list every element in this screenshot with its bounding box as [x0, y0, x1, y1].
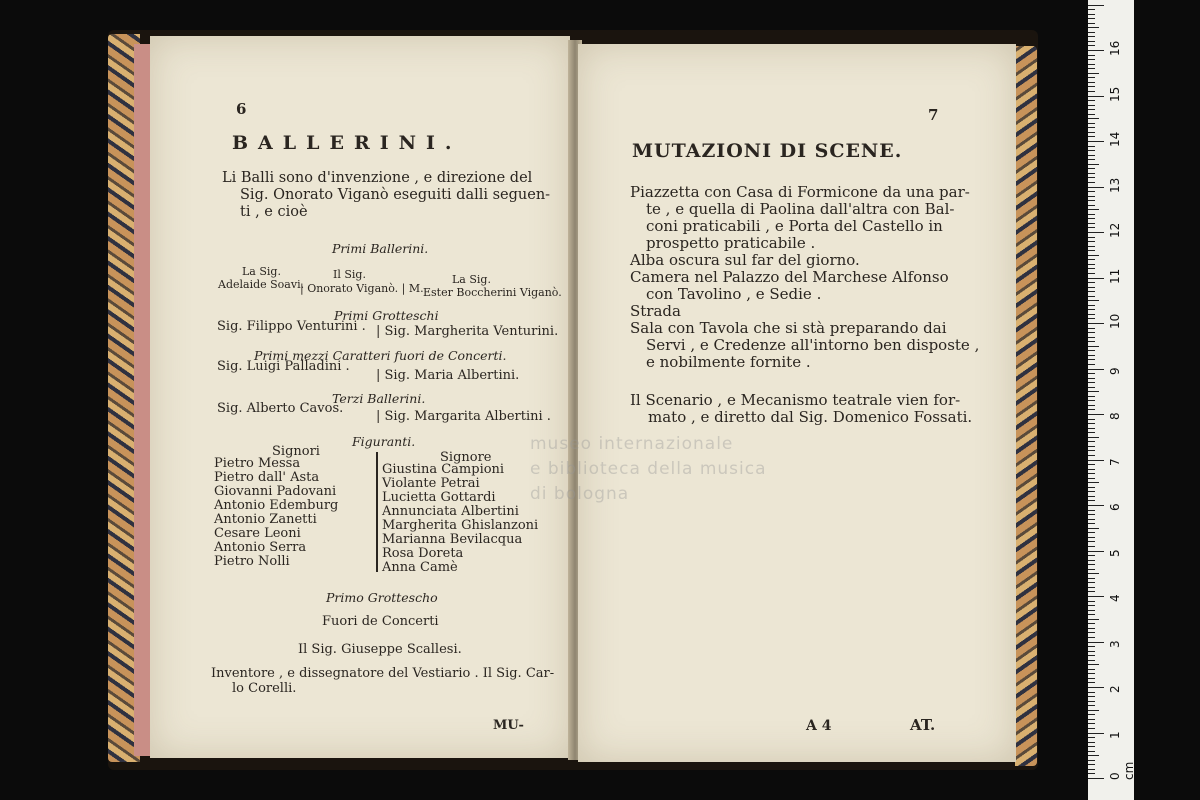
catchword-right: AT.	[910, 716, 936, 734]
ruler-tick	[1088, 23, 1095, 24]
ruler-tick	[1088, 469, 1095, 470]
ruler-number: 4	[1108, 594, 1122, 602]
ruler-tick	[1088, 541, 1095, 542]
ruler-tick	[1088, 123, 1095, 124]
ruler-tick	[1088, 551, 1104, 552]
ruler-tick	[1088, 359, 1095, 360]
scene-line-3: coni praticabili , e Porta del Castello in	[646, 217, 943, 235]
ruler-tick	[1088, 14, 1095, 15]
ruler-tick	[1088, 250, 1095, 251]
ruler-tick	[1088, 601, 1095, 602]
ruler-tick	[1088, 105, 1095, 106]
ruler-tick	[1088, 346, 1099, 347]
ruler-tick	[1088, 746, 1095, 747]
ruler-tick	[1088, 560, 1095, 561]
ruler-tick	[1088, 364, 1095, 365]
ruler-tick	[1088, 546, 1095, 547]
ruler-tick	[1088, 728, 1095, 729]
ruler-tick	[1088, 391, 1099, 392]
ruler-tick	[1088, 159, 1095, 160]
ruler-tick	[1088, 710, 1099, 711]
ruler-tick	[1088, 764, 1095, 765]
ruler-tick	[1088, 164, 1099, 165]
scene-line-11: e nobilmente fornite .	[646, 353, 811, 371]
ruler-tick	[1088, 36, 1095, 37]
ruler-tick	[1088, 646, 1095, 647]
ruler-tick	[1088, 432, 1095, 433]
signora-7: Rosa Doreta	[382, 546, 464, 561]
ruler-tick	[1088, 255, 1099, 256]
watermark-line-2: e biblioteca della musica	[530, 459, 767, 479]
ruler-tick	[1088, 141, 1104, 142]
ruler-tick	[1088, 264, 1095, 265]
ruler-tick	[1088, 350, 1095, 351]
ruler-tick	[1088, 282, 1095, 283]
ruler-tick	[1088, 455, 1095, 456]
ruler-tick	[1088, 537, 1095, 538]
terzi-left: Sig. Alberto Cavos.	[217, 401, 344, 416]
page-number-left: 6	[236, 100, 247, 118]
ruler-tick	[1088, 27, 1099, 28]
ruler-tick	[1088, 9, 1095, 10]
ruler-tick	[1088, 118, 1099, 119]
ruler-tick	[1088, 769, 1095, 770]
ruler-tick	[1088, 405, 1095, 406]
mezzi-caratteri-right: | Sig. Maria Albertini.	[376, 368, 520, 383]
section-title-terzi: Terzi Ballerini.	[332, 391, 426, 406]
ruler-tick	[1088, 419, 1095, 420]
signore-maschio-7: Antonio Serra	[214, 540, 307, 555]
ruler-tick	[1088, 437, 1099, 438]
ruler-tick	[1088, 355, 1095, 356]
section-title-mezzi-caratteri: Primi mezzi Caratteri fuori de Concerti.	[254, 348, 507, 363]
ruler-tick	[1088, 523, 1095, 524]
ruler-tick	[1088, 318, 1095, 319]
signore-maschio-3: Giovanni Padovani	[214, 484, 337, 499]
ruler-number: 2	[1108, 685, 1122, 693]
scene-line-5: Alba oscura sul far del giorno.	[630, 251, 860, 269]
ruler-tick	[1088, 196, 1095, 197]
ruler-tick	[1088, 45, 1095, 46]
ruler-tick	[1088, 773, 1095, 774]
ruler-tick	[1088, 682, 1095, 683]
ruler-tick	[1088, 323, 1104, 324]
ruler-tick	[1088, 564, 1095, 565]
ruler-tick	[1088, 637, 1095, 638]
ruler-tick	[1088, 414, 1104, 415]
ruler-tick	[1088, 296, 1095, 297]
ruler-tick	[1088, 136, 1095, 137]
ruler-tick	[1088, 205, 1095, 206]
ruler-tick	[1088, 378, 1095, 379]
ruler-tick	[1088, 510, 1095, 511]
ruler-tick	[1088, 18, 1095, 19]
ruler-tick	[1088, 619, 1099, 620]
signore-maschio-4: Antonio Edemburg	[214, 498, 339, 513]
ruler-number: 16	[1108, 40, 1122, 56]
ruler-tick	[1088, 127, 1095, 128]
ruler-tick	[1088, 223, 1095, 224]
ruler-tick	[1088, 341, 1095, 342]
ruler-tick	[1088, 146, 1095, 147]
ruler-tick	[1088, 428, 1095, 429]
signora-2: Violante Petrai	[382, 476, 480, 491]
ruler-tick	[1088, 273, 1095, 274]
ruler-number: 6	[1108, 503, 1122, 511]
ruler-tick	[1088, 382, 1095, 383]
scene-line-10: Servi , e Credenze all'intorno ben disposte ,	[646, 336, 980, 354]
signore-maschio-6: Cesare Leoni	[214, 526, 301, 541]
ruler-tick	[1088, 109, 1095, 110]
ruler-tick	[1088, 209, 1099, 210]
signore-maschio-2: Pietro dall' Asta	[214, 470, 320, 485]
ruler-tick	[1088, 655, 1095, 656]
watermark-line-1: museo internazionale	[530, 434, 734, 454]
signore-maschio-5: Antonio Zanetti	[214, 512, 317, 527]
ballerino-3-label: La Sig.	[452, 273, 491, 286]
ruler-tick	[1088, 478, 1095, 479]
credit-line-2: mato , e diretto dal Sig. Domenico Fossati.	[648, 408, 973, 426]
ruler-tick	[1088, 191, 1095, 192]
ruler-tick	[1088, 50, 1104, 51]
ruler-number: 14	[1108, 131, 1122, 147]
ruler-tick	[1088, 705, 1095, 706]
ruler-tick	[1088, 692, 1095, 693]
ruler-tick	[1088, 673, 1095, 674]
terzi-right: | Sig. Margarita Albertini .	[376, 409, 551, 424]
ruler-tick	[1088, 300, 1099, 301]
ruler-number: 13	[1108, 177, 1122, 193]
signora-6: Marianna Bevilacqua	[382, 532, 523, 547]
ruler-tick	[1088, 400, 1095, 401]
ruler-tick	[1088, 441, 1095, 442]
section-title-primo-grottesco: Primo Grottescho	[326, 590, 438, 605]
signature-mark: A 4	[806, 718, 832, 734]
ruler-tick	[1088, 387, 1095, 388]
ruler-tick	[1088, 687, 1104, 688]
ruler-tick	[1088, 77, 1095, 78]
ruler-tick	[1088, 227, 1095, 228]
ruler-tick	[1088, 328, 1095, 329]
ruler-tick	[1088, 678, 1095, 679]
ruler-tick	[1088, 519, 1095, 520]
intro-line-3: ti , e cioè	[240, 204, 308, 220]
section-title-primi-ballerini: Primi Ballerini.	[332, 241, 429, 256]
ruler-tick	[1088, 473, 1095, 474]
fuori-de-concerti: Fuori de Concerti	[322, 614, 439, 629]
watermark-line-3: di bologna	[530, 484, 630, 504]
ruler-tick	[1088, 214, 1095, 215]
ruler-tick	[1088, 723, 1095, 724]
signore-label: Signore	[440, 450, 492, 465]
ruler-number: 11	[1108, 268, 1122, 284]
ruler-tick	[1088, 278, 1104, 279]
scene-line-9: Sala con Tavola che si stà preparando dai	[630, 319, 947, 337]
ruler-tick	[1088, 719, 1095, 720]
ruler-tick	[1088, 150, 1095, 151]
ruler-tick	[1088, 751, 1095, 752]
ruler-tick	[1088, 187, 1104, 188]
ruler-tick	[1088, 464, 1095, 465]
ruler-tick	[1088, 605, 1095, 606]
ruler-tick	[1088, 32, 1095, 33]
scene-line-8: Strada	[630, 302, 681, 320]
vestiario-line-2: lo Corelli.	[232, 681, 297, 696]
ballerino-3-name: Ester Boccherini Viganò.	[423, 286, 562, 299]
ruler-tick	[1088, 96, 1104, 97]
grottesco-left: Sig. Filippo Venturini .	[217, 319, 366, 334]
page-number-right: 7	[928, 106, 939, 124]
ruler-tick	[1088, 755, 1099, 756]
page-heading-left: BALLERINI.	[232, 132, 462, 154]
ruler-tick	[1088, 573, 1099, 574]
ruler-number: 8	[1108, 412, 1122, 420]
ruler-tick	[1088, 587, 1095, 588]
ruler-tick	[1088, 237, 1095, 238]
scene-line-7: con Tavolino , e Sedie .	[646, 285, 822, 303]
ruler-tick	[1088, 737, 1095, 738]
ruler-tick	[1088, 396, 1095, 397]
ruler-tick	[1088, 514, 1095, 515]
grottesco-name: Il Sig. Giuseppe Scallesi.	[298, 642, 462, 657]
ruler-tick	[1088, 259, 1095, 260]
ruler-number: 15	[1108, 86, 1122, 102]
grottesco-right: | Sig. Margherita Venturini.	[376, 324, 559, 339]
ballerino-2-name: | Onorato Viganò. | M.	[300, 282, 424, 295]
ruler-tick	[1088, 287, 1095, 288]
ruler-tick	[1088, 246, 1095, 247]
ruler-tick	[1088, 714, 1095, 715]
ruler-number: 12	[1108, 222, 1122, 238]
ruler-tick	[1088, 610, 1095, 611]
ruler-tick	[1088, 409, 1095, 410]
ruler-tick	[1088, 628, 1095, 629]
ruler-tick	[1088, 423, 1095, 424]
ruler-tick	[1088, 373, 1095, 374]
ruler-number: 9	[1108, 366, 1122, 375]
ruler-tick	[1088, 177, 1095, 178]
ruler-tick	[1088, 268, 1095, 269]
ruler-tick	[1088, 500, 1095, 501]
ruler-tick	[1088, 623, 1095, 624]
ruler-tick	[1088, 86, 1095, 87]
signora-4: Annunciata Albertini	[382, 504, 519, 519]
signora-8: Anna Camè	[382, 560, 458, 575]
ruler-tick	[1088, 632, 1095, 633]
intro-line-2: Sig. Onorato Viganò eseguiti dalli seguen-	[240, 187, 551, 203]
ruler-tick	[1088, 555, 1095, 556]
ruler-tick	[1088, 642, 1104, 643]
marbled-cover-right	[1015, 46, 1037, 766]
ruler-tick	[1088, 660, 1095, 661]
ruler-tick	[1088, 64, 1095, 65]
ruler-tick	[1088, 200, 1095, 201]
ruler-tick	[1088, 578, 1095, 579]
signora-5: Margherita Ghislanzoni	[382, 518, 539, 533]
signora-1: Giustina Campioni	[382, 462, 505, 477]
ruler-tick	[1088, 669, 1095, 670]
ruler-number: 1	[1108, 730, 1122, 739]
ruler-tick	[1088, 596, 1104, 597]
ruler-tick	[1088, 291, 1095, 292]
signore-maschio-1: Pietro Messa	[214, 456, 301, 471]
ruler-tick	[1088, 491, 1095, 492]
ruler-tick	[1088, 73, 1099, 74]
scene-line-2: te , e quella di Paolina dall'altra con Bal-	[646, 200, 955, 218]
ballerino-1-label: La Sig.	[242, 265, 281, 278]
page-heading-right: MUTAZIONI DI SCENE.	[632, 140, 903, 162]
ruler-tick	[1088, 241, 1095, 242]
ruler-tick	[1088, 332, 1095, 333]
ruler-tick	[1088, 68, 1095, 69]
credit-line-1: Il Scenario , e Mecanismo teatrale vien for-	[630, 391, 961, 409]
ruler-tick	[1088, 314, 1095, 315]
ruler-tick	[1088, 701, 1095, 702]
ruler-tick	[1088, 5, 1104, 6]
ruler-tick	[1088, 460, 1104, 461]
ruler-tick	[1088, 505, 1104, 506]
signori-label: Signori	[272, 444, 320, 459]
section-title-figuranti: Figuranti.	[352, 434, 416, 449]
ruler-tick	[1088, 496, 1095, 497]
ruler-number: 10	[1108, 313, 1122, 329]
ruler-tick	[1088, 614, 1095, 615]
vestiario-line-1: Inventore , e dissegnatore del Vestiario . Il Sig. Car-	[211, 666, 555, 681]
ballerino-1-name: Adelaide Soavi.	[218, 278, 305, 291]
ruler-tick	[1088, 114, 1095, 115]
ruler-tick	[1088, 168, 1095, 169]
ruler-tick	[1088, 664, 1099, 665]
ruler-tick	[1088, 446, 1095, 447]
scene-line-4: prospetto praticabile .	[646, 234, 816, 252]
ruler-tick	[1088, 305, 1095, 306]
ruler-tick	[1088, 309, 1095, 310]
signora-3: Lucietta Gottardi	[382, 490, 496, 505]
catchword-left: MU-	[493, 718, 524, 733]
ruler-tick	[1088, 733, 1104, 734]
ruler-tick	[1088, 82, 1095, 83]
ruler-tick	[1088, 173, 1095, 174]
ruler-tick	[1088, 742, 1095, 743]
ruler-tick	[1088, 591, 1095, 592]
ruler-tick	[1088, 569, 1095, 570]
ruler-tick	[1088, 778, 1104, 779]
ruler-tick	[1088, 487, 1095, 488]
scene-line-1: Piazzetta con Casa di Formicone da una par-	[630, 183, 970, 201]
ruler-tick	[1088, 696, 1095, 697]
ruler-number: 3	[1108, 639, 1122, 648]
scene-line-6: Camera nel Palazzo del Marchese Alfonso	[630, 268, 949, 286]
ruler-tick	[1088, 369, 1104, 370]
ruler-tick	[1088, 59, 1095, 60]
signore-maschio-8: Pietro Nolli	[214, 554, 290, 569]
ruler-number: 5	[1108, 548, 1122, 557]
ballerino-2-label: Il Sig.	[333, 268, 366, 281]
ruler-tick	[1088, 651, 1095, 652]
ruler-tick	[1088, 528, 1099, 529]
ruler-tick	[1088, 482, 1099, 483]
ruler-number: 7	[1108, 457, 1122, 466]
ruler-tick	[1088, 532, 1095, 533]
ruler-tick	[1088, 218, 1095, 219]
ruler-unit-label: 0 cm	[1108, 761, 1136, 780]
ruler-tick	[1088, 450, 1095, 451]
ruler-tick	[1088, 132, 1095, 133]
section-title-grotteschi: Primi Grotteschi	[334, 308, 439, 323]
ruler-tick	[1088, 337, 1095, 338]
ruler-tick	[1088, 55, 1095, 56]
ruler-tick	[1088, 100, 1095, 101]
ruler-tick	[1088, 155, 1095, 156]
ruler-tick	[1088, 582, 1095, 583]
mezzi-caratteri-left: Sig. Luigi Palladini .	[217, 359, 350, 374]
ruler-tick	[1088, 760, 1095, 761]
intro-line-1: Li Balli sono d'invenzione , e direzione del	[222, 170, 533, 186]
ruler-tick	[1088, 182, 1095, 183]
ruler-tick	[1088, 91, 1095, 92]
measurement-ruler	[1088, 0, 1134, 800]
ruler-tick	[1088, 41, 1095, 42]
figuranti-divider	[376, 452, 378, 572]
ruler-tick	[1088, 232, 1104, 233]
